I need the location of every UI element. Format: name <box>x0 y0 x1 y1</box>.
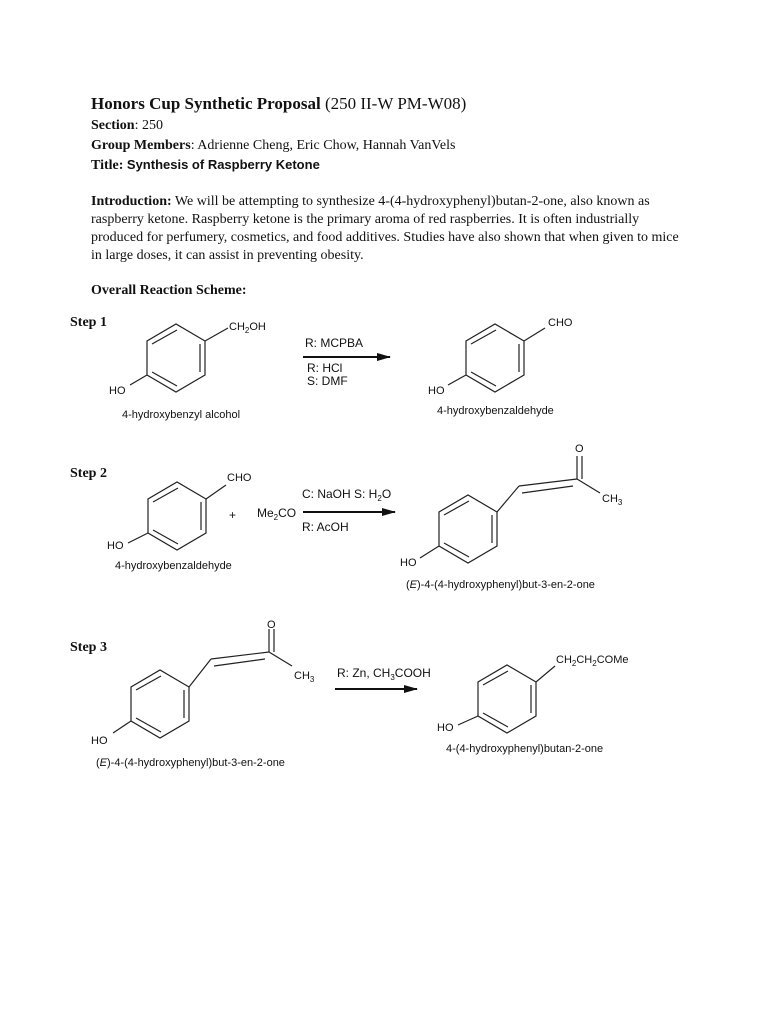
step-2-label: Step 2 <box>70 466 107 481</box>
step1-reactant-group: $CH_2OH$ <box>229 321 266 335</box>
section-value: : 250 <box>134 118 163 133</box>
step1-reactant-name: 4-hydroxybenzyl alcohol <box>122 409 241 421</box>
step3-product-name: 4-(4-hydroxyphenyl)butan-2-one <box>446 743 604 755</box>
step-1-label: Step 1 <box>70 315 107 330</box>
step1-reagent-top: R: MCPBA <box>305 336 364 350</box>
introduction-text: We will be attempting to synthesize 4-(4-hydroxyphenyl)butan-2-one, also known as raspberry ketone. Raspberry ketone is the primary aroma of red raspberries. It is often industrially produced for perfumery, cosmetics, and food additives. Studies have also shown that when given to mice in large doses, it can assist in preventing obesity. <box>91 194 679 263</box>
step1-product-group: CHO <box>548 317 573 329</box>
step2-product-ho: HO <box>400 557 417 569</box>
introduction-label: Introduction: <box>91 194 172 209</box>
document-title-code: (250 II-W PM-W08) <box>324 94 467 113</box>
step2-product-structure <box>420 456 600 563</box>
step1-reagent-bottom-2: S: DMF <box>307 374 348 388</box>
step1-reagent-bottom-1: R: HCl <box>307 361 343 375</box>
document-title-bold: Honors Cup Synthetic Proposal <box>91 94 321 113</box>
step3-reactant-ho: HO <box>91 735 108 747</box>
step1-product-ho: HO <box>428 385 445 397</box>
step2-product-methyl: $CH_3$ <box>602 493 623 507</box>
step3-reactant-name: (E)-4-(4-hydroxyphenyl)but-3-en-2-one <box>96 757 285 769</box>
step2-reagent-bottom: R: AcOH <box>302 520 349 534</box>
step2-reactant-group: CHO <box>227 472 252 484</box>
group-members-value: : Adrienne Cheng, Eric Chow, Hannah VanVels <box>190 138 456 153</box>
step3-reactant-structure <box>113 629 292 738</box>
step2-reagent-top: C: NaOH S: $H_2O$ <box>302 487 392 503</box>
step3-product-ring <box>458 665 555 733</box>
step2-reactant-name: 4-hydroxybenzaldehyde <box>115 560 232 572</box>
step1-product-ring <box>448 324 545 392</box>
step3-reactant-oxygen: O <box>267 619 276 631</box>
title-label: Title: <box>91 158 124 173</box>
scheme-heading: Overall Reaction Scheme: <box>91 283 247 298</box>
step3-product-ho: HO <box>437 722 454 734</box>
group-members-label: Group Members <box>91 138 191 153</box>
step3-product-chain: $CH_2CH_2COMe$ <box>556 654 629 668</box>
step2-plus: + <box>229 508 237 522</box>
step-3-label: Step 3 <box>70 640 107 655</box>
step2-coreactant: $Me_2CO$ <box>257 506 297 522</box>
step2-product-name: (E)-4-(4-hydroxyphenyl)but-3-en-2-one <box>406 579 595 591</box>
step1-reactant-ho: HO <box>109 385 126 397</box>
step1-product-name: 4-hydroxybenzaldehyde <box>437 405 554 417</box>
step2-reactant-ring <box>128 482 226 550</box>
step2-product-oxygen: O <box>575 443 584 455</box>
step1-reactant-ring <box>130 324 228 392</box>
title-value: Synthesis of Raspberry Ketone <box>126 157 320 172</box>
section-label: Section <box>91 118 135 133</box>
step2-reactant-ho: HO <box>107 540 124 552</box>
step3-reactant-methyl: $CH_3$ <box>294 670 315 684</box>
step3-reagent: R: Zn, $CH_3COOH$ <box>337 666 431 682</box>
